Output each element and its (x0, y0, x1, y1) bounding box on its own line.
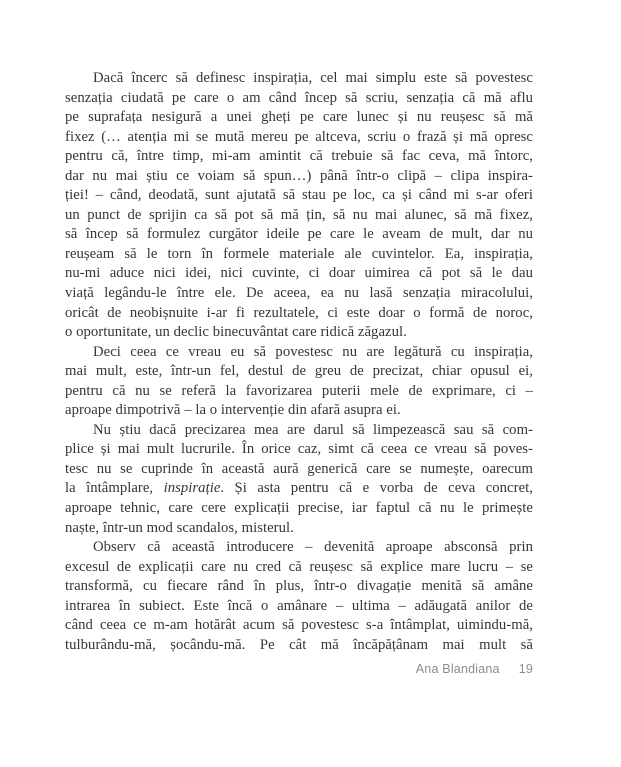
text-line (65, 382, 533, 402)
text-line (65, 323, 533, 343)
text-segment: la întâmplare, (65, 480, 164, 497)
text-line (65, 69, 533, 89)
text-segment: excesul de explicații care nu cred că reușesc să explice mare lucru – se (65, 558, 533, 575)
text-segment: naște, într-un mod scandalos, misterul. (65, 519, 294, 536)
text-segment: Nu știu dacă precizarea mea are darul să limpezească sau să com- (93, 421, 533, 438)
text-segment: când ceea ce m-am hotărât acum să povestesc s-a întâmplat, uimindu-mă, (65, 617, 533, 634)
text-line (65, 577, 533, 597)
text-segment: dar nu mai știu ce voiam să spun…) până într-o clipă – clipa inspira- (65, 167, 533, 184)
text-segment: fixez (… atenția mi se mută mereu pe altceva, scriu o frază și mă opresc (65, 128, 533, 145)
text-line (65, 519, 533, 539)
text-line (65, 245, 533, 265)
text-segment: Deci ceea ce vreau eu să povestesc nu are legătură cu inspirația, (93, 343, 533, 360)
text-line (65, 401, 533, 421)
text-segment: transformă, cu fiecare rând în plus, într-o divagație menită să amâne (65, 578, 533, 595)
text-segment: tulburându-mă, șocându-mă. Pe cât mă încăpățânam mai mult să (65, 636, 533, 653)
text-segment: nu-mi aduce nici idei, nici cuvinte, ci doar uimirea că pot să le dau (65, 265, 533, 282)
text-segment: . Și asta pentru că e vorba de ceva concret, (220, 480, 533, 497)
text-segment: reușeam să le torn în formele materiale ale cuvintelor. Ea, inspirația, (65, 245, 533, 262)
paragraph (65, 343, 533, 421)
text-segment: mai mult, este, într-un fel, destul de greu de precizat, chiar opusul ei, (65, 363, 533, 380)
paragraph (65, 69, 533, 343)
text-segment: tesc nu se cuprinde în această aură generică care se numește, oarecum (65, 460, 533, 477)
text-line (65, 499, 533, 519)
text-segment: oricât de neobișnuite i-ar fi rezultatele, ci este doar o formă de noroc, (65, 304, 533, 321)
text-line (65, 225, 533, 245)
text-line (65, 616, 533, 636)
text-segment: pe suprafața nesigură a unei gheți pe care lunec și nu reușesc să mă (65, 109, 533, 126)
text-segment: plice și mai mult lucrurile. În orice caz, simt că ceea ce vreau să poves- (65, 441, 533, 458)
text-line (65, 128, 533, 148)
text-segment: un punct de sprijin ca să pot să mă țin, să nu mai alunec, să mă fixez, (65, 206, 533, 223)
text-segment: viață legându-le între ele. De aceea, ea nu lasă senzația miracolului, (65, 285, 533, 302)
italic-text: inspirație (163, 480, 221, 497)
text-line (65, 479, 533, 499)
text-segment: să încep să formulez curgător ideile pe care le aveam de mult, dar nu (65, 226, 533, 243)
text-segment: aproape dimpotrivă – la o intervenție din afară asupra ei. (65, 402, 401, 419)
text-segment: senzația ciudată pe care o am când încep să scriu, senzația că mă aflu (65, 89, 533, 106)
text-line (65, 206, 533, 226)
text-line (65, 538, 533, 558)
text-line (65, 167, 533, 187)
text-segment: pentru că nu se referă la favorizarea puterii mele de exprimare, ci – (65, 382, 533, 399)
text-segment: intrarea în subiect. Este încă o amânare – ultima – adăugată anilor de (65, 597, 533, 614)
text-line (65, 421, 533, 441)
page-footer (65, 662, 533, 676)
text-line (65, 186, 533, 206)
page-number: 19 (518, 662, 533, 676)
paragraph (65, 421, 533, 538)
text-line (65, 558, 533, 578)
text-segment: Dacă încerc să definesc inspirația, cel mai simplu este să povestesc (93, 70, 533, 86)
text-line (65, 284, 533, 304)
text-line (65, 304, 533, 324)
text-segment: ției! – când, deodată, sunt ajutată să stau pe loc, ca și când mi s-ar oferi (65, 187, 533, 204)
text-line (65, 362, 533, 382)
author-name: Ana Blandiana (415, 662, 500, 676)
text-segment: aproape tehnic, care cere explicații precise, iar faptul că nu le primește (65, 500, 533, 517)
text-line (65, 440, 533, 460)
text-line (65, 636, 533, 656)
text-segment: pentru că, între timp, mi-am amintit că trebuie să fac ceva, mă întorc, (65, 148, 533, 165)
text-line (65, 460, 533, 480)
text-line (65, 343, 533, 363)
text-segment: o oportunitate, un declic binecuvântat care ridică zăgazul. (65, 324, 407, 341)
paragraph (65, 538, 533, 655)
text-line (65, 89, 533, 109)
text-line (65, 597, 533, 617)
text-line (65, 108, 533, 128)
text-line (65, 147, 533, 167)
body-text (65, 69, 533, 655)
text-segment: Observ că această introducere – devenită aproape absconsă prin (93, 539, 533, 556)
text-line (65, 264, 533, 284)
